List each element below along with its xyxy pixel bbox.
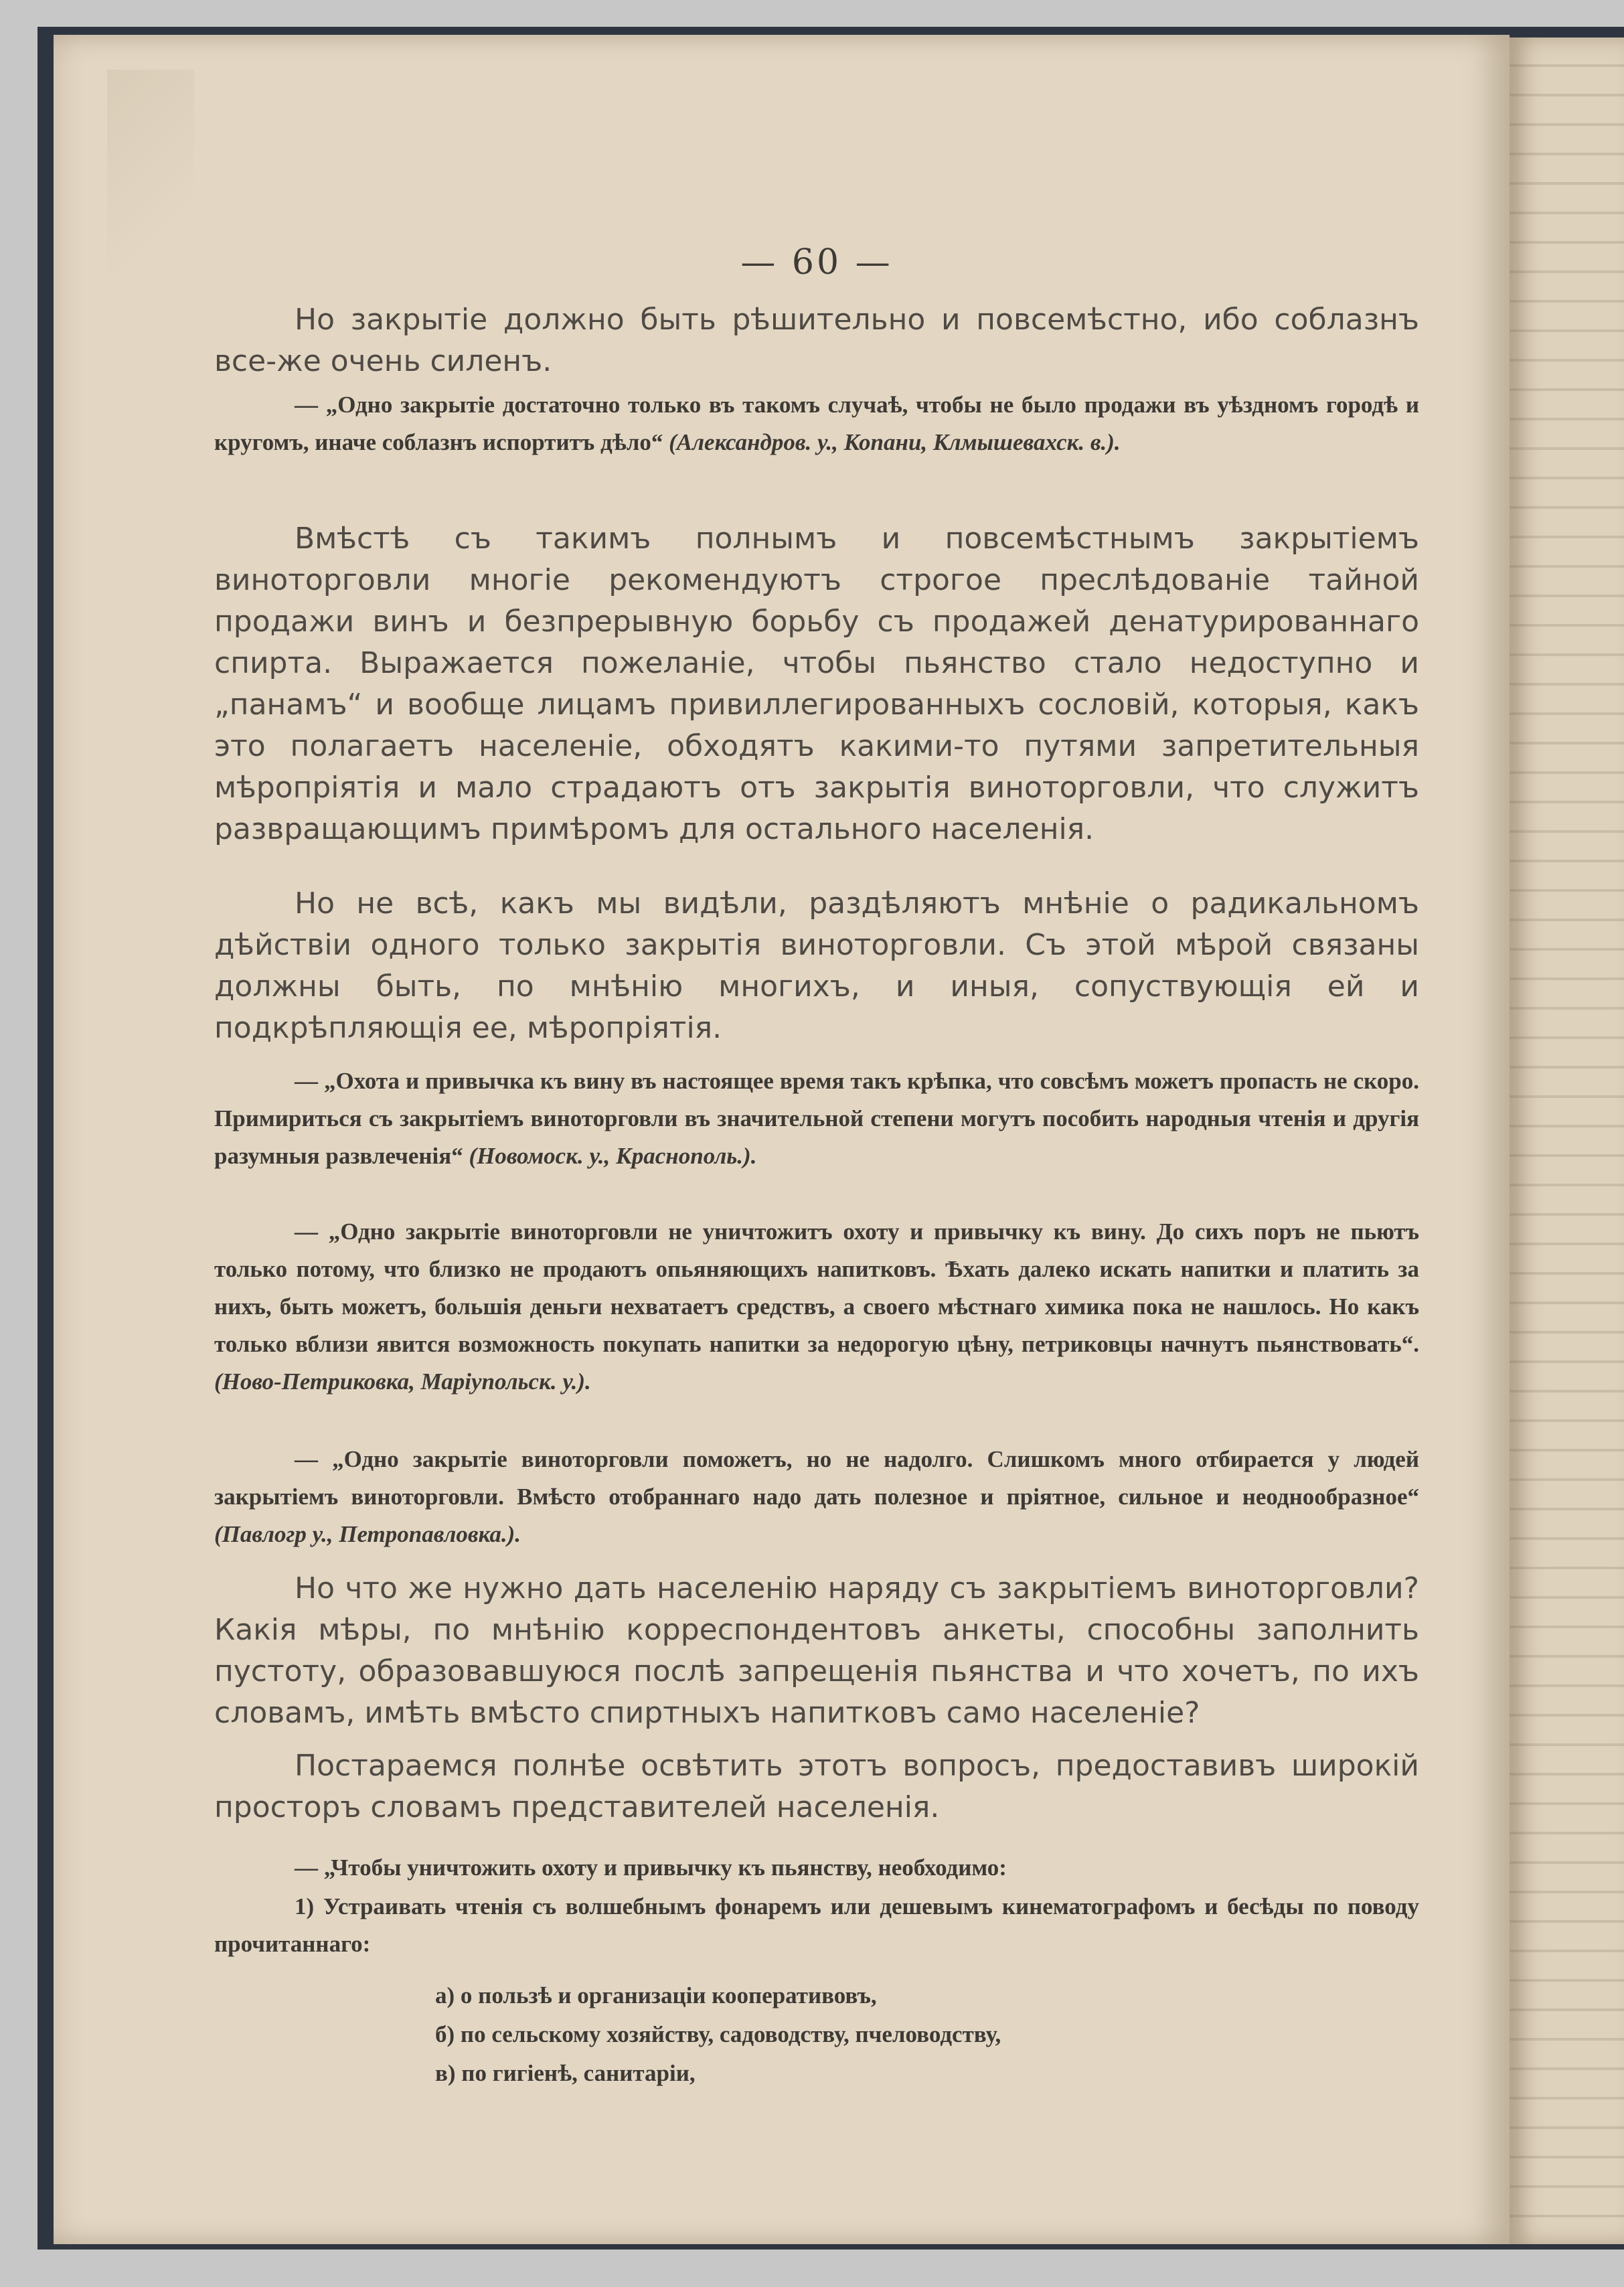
list-item: а) о пользѣ и организаціи кооперативовъ, bbox=[435, 1982, 877, 2008]
quote-3-source: (Ново-Петриковка, Маріупольск. у.). bbox=[214, 1368, 591, 1395]
measures-list bbox=[435, 1976, 1372, 2093]
quote-1-source: (Александров. у., Копани, Клмышевахск. в.). bbox=[669, 429, 1121, 455]
quote-4-source: (Павлогр у., Петропавловка.). bbox=[214, 1521, 521, 1547]
list-item: в) по гигіенѣ, санитаріи, bbox=[435, 2060, 696, 2086]
quote-6: 1) Устраивать чтенія съ волшебнымъ фонаремъ или дешевымъ кинематографомъ и бесѣды по поводу прочитаннаго: bbox=[214, 1893, 1419, 1957]
paragraph-3: Но не всѣ, какъ мы видѣли, раздѣляютъ мнѣніе о радикальномъ дѣйствіи одного только закрытія виноторговли. Съ этой мѣрой связаны должны быть, по мнѣнію многихъ, и иныя, сопуствующія ей и подкрѣпляющія ее, мѣропріятія. bbox=[214, 886, 1419, 1045]
page-corner-fold bbox=[107, 70, 194, 297]
page-number: — 60 — bbox=[740, 242, 893, 283]
paragraph-2: Вмѣстѣ съ такимъ полнымъ и повсемѣстнымъ закрытіемъ виноторговли многіе рекомендуютъ строгое преслѣдованіе тайной продажи винъ и безпрерывную борьбу съ продажей денатурированнаго спирта. Выражается пожеланіе, чтобы пьянство стало недоступно и „панамъ“ и вообще лицамъ привиллегированныхъ сословій, которыя, какъ это полагаетъ населеніе, обходятъ какими-то путями запретительныя мѣропріятія и мало страдаютъ отъ закрытія виноторговли, что служитъ развращающимъ примѣромъ для остального населенія. bbox=[214, 522, 1419, 846]
adjacent-page-edge bbox=[1510, 37, 1624, 2244]
quote-2-source: (Новомоск. у., Краснополь.). bbox=[469, 1143, 757, 1169]
list-item: б) по сельскому хозяйству, садоводству, пчеловодству, bbox=[435, 2021, 1001, 2047]
quote-3: — „Одно закрытіе виноторговли не уничтожитъ охоту и привычку къ вину. До сихъ поръ не пьютъ только потому, что близко не продаютъ опьяняющихъ напитковъ. Ѣхать далеко искать напитки и платить за нихъ, быть можетъ, большія деньги нехватаетъ средствъ, а своего мѣстнаго химика пока не нашлось. Но какъ только вблизи явится возможность покупать напитки за недорогую цѣну, петриковцы начнутъ пьянствовать“. (Ново-Петриковка, Маріупольск. у.). bbox=[214, 1218, 1419, 1395]
paragraph-4: Но что же нужно дать населенію наряду съ закрытіемъ виноторговли? Какія мѣры, по мнѣнію корреспондентовъ анкеты, способны заполнить пустоту, образовавшуюся послѣ запрещенія пьянства и что хочетъ, по ихъ словамъ, имѣть вмѣсто спиртныхъ напитковъ само населеніе? bbox=[214, 1571, 1419, 1730]
quote-2: — „Охота и привычка къ вину въ настоящее время такъ крѣпка, что совсѣмъ можетъ пропасть не скоро. Примириться съ закрытіемъ виноторговли въ значительной степени могутъ пособить народныя чтенія и другія разумныя развлеченія“ (Новомоск. у., Краснополь.). bbox=[214, 1068, 1419, 1169]
quote-1: — „Одно закрытіе достаточно только въ такомъ случаѣ, чтобы не было продажи въ уѣздномъ городѣ и кругомъ, иначе соблазнъ испортитъ дѣло“ (Александров. у., Копани, Клмышевахск. в.). bbox=[214, 392, 1419, 455]
paragraph-1: Но закрытіе должно быть рѣшительно и повсемѣстно, ибо соблазнъ все-же очень силенъ. bbox=[214, 303, 1419, 378]
book-page bbox=[54, 35, 1510, 2244]
paragraph-5: Постараемся полнѣе освѣтить этотъ вопросъ, предоставивъ широкій просторъ словамъ представителей населенія. bbox=[214, 1749, 1419, 1824]
quote-5: — „Чтобы уничтожить охоту и привычку къ пьянству, необходимо: bbox=[295, 1855, 1007, 1881]
quote-4: — „Одно закрытіе виноторговли поможетъ, но не надолго. Слишкомъ много отбирается у людей закрытіемъ виноторговли. Вмѣсто отобраннаго надо дать полезное и пріятное, сильное и неоднообразное“ (Павлогр у., Петропавловка.). bbox=[214, 1446, 1419, 1547]
